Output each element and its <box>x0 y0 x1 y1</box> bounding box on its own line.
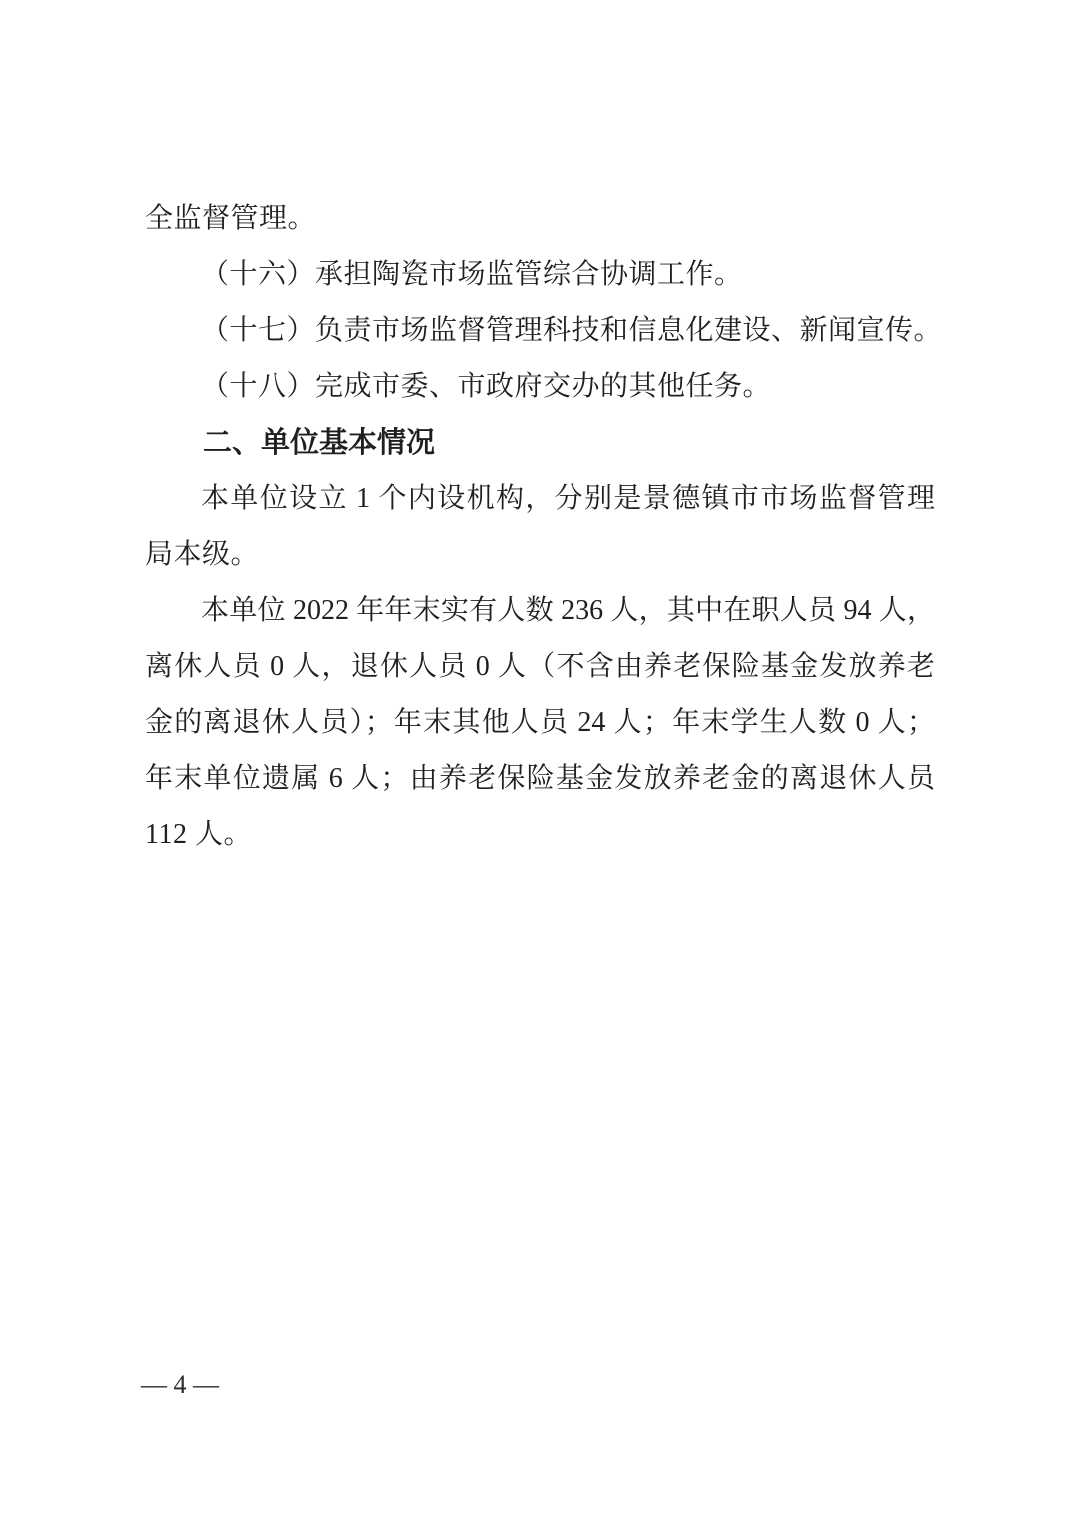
paragraph-line: 本单位 2022 年年末实有人数 236 人，其中在职人员 94 人， <box>201 595 935 626</box>
paragraph-line: 离休人员 0 人，退休人员 0 人（不含由养老保险基金发放养老 <box>145 651 935 682</box>
paragraph-line: 年末单位遗属 6 人；由养老保险基金发放养老金的离退休人员 <box>145 763 935 794</box>
paragraph-line: 112 人。 <box>145 819 252 850</box>
page-number: — 4 — <box>141 1370 219 1399</box>
paragraph-line: 金的离退休人员）；年末其他人员 24 人；年末学生人数 0 人； <box>145 707 935 738</box>
paragraph-line: 局本级。 <box>145 539 260 570</box>
list-item-17: （十七）负责市场监督管理科技和信息化建设、新闻宣传。 <box>201 315 943 346</box>
paragraph-line: 本单位设立 1 个内设机构，分别是景德镇市市场监督管理 <box>201 483 935 514</box>
list-item-18: （十八）完成市委、市政府交办的其他任务。 <box>201 371 772 402</box>
paragraph-line-continuation: 全监督管理。 <box>145 203 317 234</box>
section-heading: 二、单位基本情况 <box>203 427 436 459</box>
list-item-16: （十六）承担陶瓷市场监管综合协调工作。 <box>201 259 743 290</box>
document-body <box>145 191 943 863</box>
